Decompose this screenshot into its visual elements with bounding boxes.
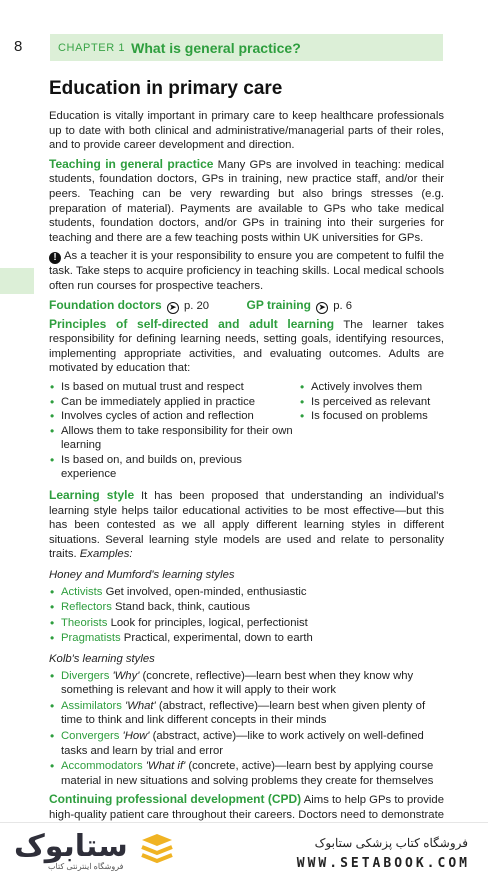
teaching-heading: Teaching in general practice <box>49 156 214 171</box>
list-item <box>49 669 444 698</box>
style-desc: (concrete, active)—learn best by applying course material in new situations and solving problems they create for themselves <box>61 760 434 787</box>
principles-text: The learner takes responsibility for defining learning needs, setting goals, identifying resources, implementing appropriate activities, and evaluating outcomes. Adults are motivated by education that: <box>49 318 444 375</box>
section-title: Education in primary care <box>49 78 283 99</box>
list-item: • Actively involves them <box>299 380 444 395</box>
style-term: Theorists <box>61 616 108 629</box>
cross-ref-page: p. 20 <box>183 299 210 312</box>
cpd-text: Aims to help GPs to provide high-quality patient care throughout their careers. Doctors need to demonstrate <box>49 794 444 821</box>
principles-heading: Principles of self-directed and adult learning <box>49 316 335 331</box>
kolb-title: Kolb's learning styles <box>49 653 155 665</box>
warning-icon: ! <box>49 252 61 264</box>
principles-list-left <box>49 380 299 482</box>
list-item: • Is perceived as relevant <box>299 395 444 410</box>
honey-mumford-title: Honey and Mumford's learning styles <box>49 569 235 582</box>
cross-ref-label: Foundation doctors <box>49 297 162 312</box>
list-item <box>49 616 444 631</box>
list-item: • Can be immediately applied in practice <box>49 395 299 410</box>
list-item: • Is based on mutual trust and respect <box>49 380 299 395</box>
principles-bullets <box>49 380 444 482</box>
list-item: • Is focused on problems <box>299 409 444 424</box>
style-question: 'What if' <box>145 760 186 773</box>
cross-ref-page: p. 6 <box>333 299 353 312</box>
list-item: • Is based on, and builds on, previous experience <box>49 453 299 482</box>
cpd-heading: Continuing professional development (CPD) <box>49 792 302 807</box>
examples-label: Examples: <box>79 548 133 561</box>
style-term: Activists <box>61 585 103 598</box>
style-desc: (concrete, reflective)—learn best when they know why something is relevant and how it will apply to their work <box>61 669 414 697</box>
style-question: 'How' <box>122 729 150 742</box>
honey-mumford-list <box>49 585 444 646</box>
warning-text: As a teacher it is your responsibility to ensure you are competent to fulfil the task. Take steps to acquire proficiency in teaching skills. Local medical schools often run courses for prospective teachers. <box>49 250 444 292</box>
list-item <box>49 585 444 600</box>
list-item: • Involves cycles of action and reflection <box>49 409 299 424</box>
learning-style-paragraph <box>49 488 444 562</box>
style-desc: Get involved, open-minded, enthusiastic <box>105 585 307 598</box>
list-item <box>49 631 444 646</box>
page-content <box>49 78 444 841</box>
list-item <box>49 699 444 728</box>
kolb-list <box>49 669 444 789</box>
footer-divider <box>0 822 488 823</box>
learning-style-heading: Learning style <box>49 488 135 503</box>
intro-paragraph: Education is vitally important in primary care to keep healthcare professionals up to date with both clinical and administrative/managerial parts of their roles, and to provide career development and direction. <box>49 110 444 152</box>
style-desc: Look for principles, logical, perfectionist <box>110 616 308 629</box>
store-url[interactable]: WWW.SETABOOK.COM <box>296 856 470 871</box>
warning-paragraph <box>49 249 444 293</box>
teaching-text: Many GPs are involved in teaching: medical students, foundation doctors, GPs in training, new practice staff, and/or their peers. Teaching can be very rewarding but also brings stresses (e.g. preparation of material). Payments are available to GPs who take medical students, foundation doctors, and/or GPs in training into their surgeries for teaching and there are a few teaching posts within UK universities for GPs. <box>49 158 444 244</box>
style-term: Pragmatists <box>61 632 121 645</box>
arrow-right-icon: ➤ <box>316 302 328 314</box>
list-item <box>49 729 444 758</box>
style-question: 'What' <box>125 699 156 712</box>
brand-logo-text: ستابوک <box>14 829 128 864</box>
style-term: Assimilators <box>61 699 122 712</box>
chapter-header <box>50 34 443 61</box>
brand-logo-subtitle: فروشگاه اینترنتی کتاب <box>48 862 124 871</box>
style-term: Divergers <box>61 669 110 682</box>
style-term: Convergers <box>61 729 120 742</box>
chapter-side-tab <box>0 268 34 294</box>
style-desc: Practical, experimental, down to earth <box>123 632 313 645</box>
principles-list-right <box>299 380 444 482</box>
style-term: Reflectors <box>61 601 112 614</box>
page-number: 8 <box>14 38 23 55</box>
cross-ref-foundation[interactable] <box>49 298 247 314</box>
chapter-label: CHAPTER 1 <box>58 41 126 54</box>
list-item: • Allows them to take responsibility for their own learning <box>49 424 299 453</box>
style-desc: (abstract, active)—like to work actively on well-defined tasks and learn by trial and error <box>61 729 424 757</box>
principles-paragraph <box>49 317 444 376</box>
chapter-title: What is general practice? <box>131 39 301 56</box>
cross-ref-gp-training[interactable] <box>247 298 445 314</box>
book-stack-icon <box>140 832 174 866</box>
style-term: Accommodators <box>61 760 143 773</box>
cross-references <box>49 298 444 314</box>
style-desc: Stand back, think, cautious <box>115 601 251 614</box>
list-item <box>49 759 444 788</box>
cross-ref-label: GP training <box>246 297 311 312</box>
arrow-right-icon: ➤ <box>167 302 179 314</box>
style-question: 'Why' <box>112 669 140 682</box>
learning-style-text: It has been proposed that understanding an individual's learning style helps tailor educational activities to be most effective—but this has been contested as we all apply different learning styles in different situations. Several learning style models are used and relate to personality traits. <box>49 490 444 561</box>
style-desc: (abstract, reflective)—learn best when given plenty of time to think and link different concepts in their minds <box>61 699 426 727</box>
store-name: فروشگاه کتاب پزشکی ستابوک <box>314 836 468 850</box>
list-item <box>49 600 444 615</box>
teaching-paragraph <box>49 157 444 246</box>
